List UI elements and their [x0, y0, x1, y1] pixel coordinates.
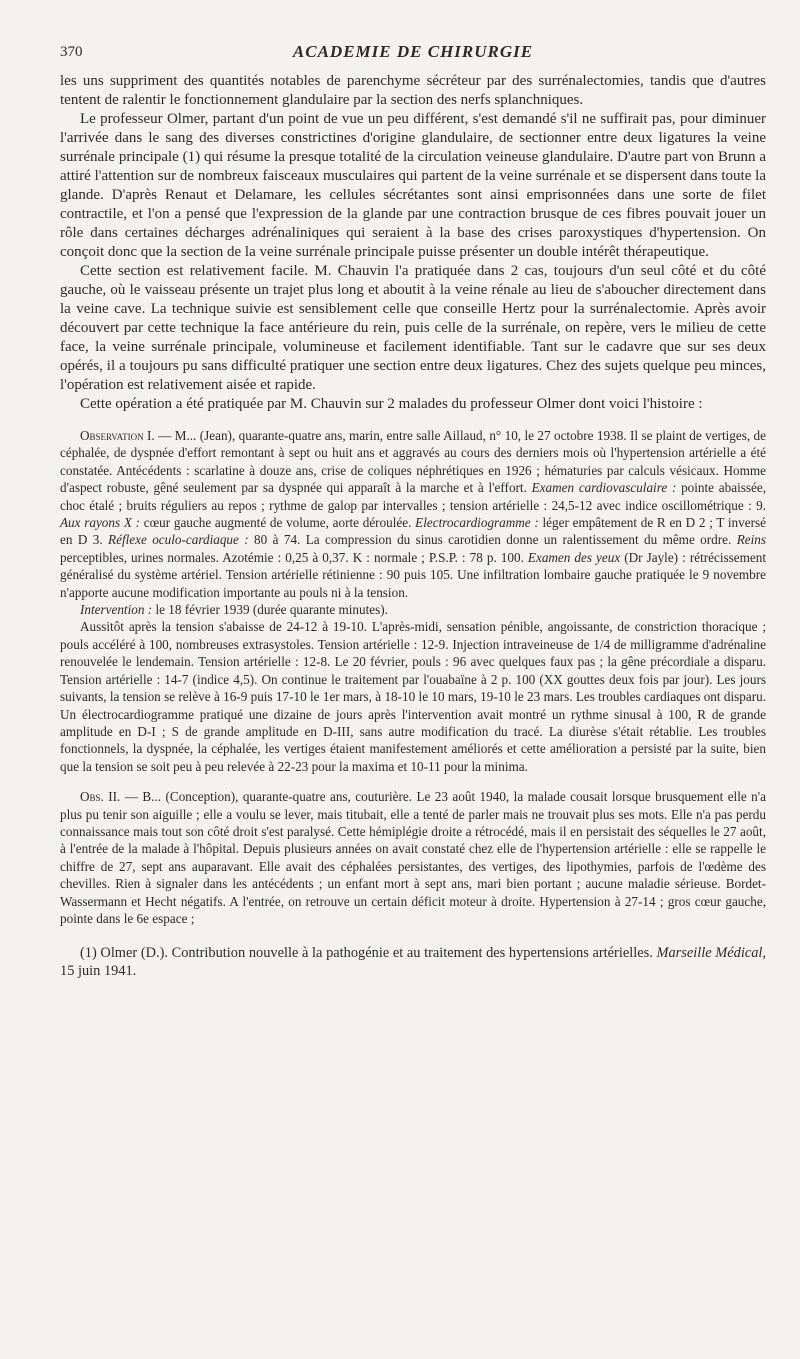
observation-1-paragraph: Observation I. — M... (Jean), quarante-quatre ans, marin, entre salle Aillaud, n° 10, le 27 octobre 1938. Il se plaint de vertiges, de céphalée, de dyspnée d'effort remontant à sept ou huit ans et aggravés au cours des derniers mois où l'hypertension artérielle a été constatée. Antécédents : scarlatine à douze ans, crise de coliques néphrétiques en 1926 ; hématuries par calculs vésicaux. Homme d'aspect robuste, gêné seulement par sa dyspnée qui apparaît à la marche et à l'effort. Examen cardiovasculaire : pointe abaissée, choc étalé ; bruits réguliers au repos ; rythme de galop par intervalles ; tension artérielle : 24,5-12 avec indice oscillométrique : 9. Aux rayons X : cœur gauche augmenté de volume, aorte déroulée. Electrocardiogramme : léger empâtement de R en D 2 ; T inversé en D 3. Réflexe oculo-cardiaque : 80 à 74. La compression du sinus carotidien donne un ralentissement du même ordre. Reins perceptibles, urines normales. Azotémie : 0,25 à 0,37. K : normale ; P.S.P. : 78 p. 100. Examen des yeux (Dr Jayle) : rétrécissement généralisé du système artériel. Tension artérielle rétinienne : 90 puis 105. Une infiltration lombaire gauche pratiquée le 9 novembre n'apporte aucune modification importante au pouls ni à la tension. [60, 428, 766, 600]
paragraph: Le professeur Olmer, partant d'un point de vue un peu différent, s'est demandé s'il ne suffirait pas, pour diminuer l'arrivée dans le sang des diverses constrictines d'origine glandulaire, de sectionner entre deux ligatures la veine surrénale principale (1) qui résume la presque totalité de la circulation veineuse glandulaire. D'autre part von Brunn a attiré l'attention sur de nombreux faisceaux musculaires qui partent de la veine surrénale et se dispersent dans toute la glande. D'après Renaut et Delamare, les cellules sécrétantes sont ainsi emprisonnées dans une sorte de filet contractile, et l'on a pensé que l'expression de la glande par une contraction brusque de ces fibres pouvait jouer un rôle dans certaines décharges adrénaliniques qui seraient à la base des crises paroxystiques d'hypertension. On conçoit donc que la section de la veine surrénale principale puisse présenter un double intérêt thérapeutique. [60, 111, 766, 260]
follow-up-paragraph: Aussitôt après la tension s'abaisse de 24-12 à 19-10. L'après-midi, sensation pénible, angoissante, de constriction thoracique ; pouls accéléré à 100, nombreuses extrasystoles. Tension artérielle : 12-9. Injection intraveineuse de 1/4 de milligramme d'adrénaline renouvelée le lendemain. Tension artérielle : 12-8. Le 20 février, pouls : 96 avec quelques faux pas ; la gêne précordiale a disparu. Tension artérielle : 14-7 (indice 4,5). On continue le traitement par l'ouabaïne à 2 p. 100 (XX gouttes deux fois par jour). Les jours suivants, la tension se relève à 16-9 puis 17-10 le 1er mars, à 18-10 le 10 mars, 19-10 le 23 mars. Les troubles cardiaques ont disparu. Un électrocardiogramme pratiqué une dizaine de jours après l'intervention avait montré un rythme sinusal à 100, R de grande amplitude en D-I ; S de grande amplitude en D-III, sans autre modification du tracé. La diurèse s'était rétablie. Les troubles fonctionnels, la dyspnée, la céphalée, les vertiges étaient manifestement améliorés et cette amélioration a persisté par la suite, bien que la tension se soit peu à peu relevée à 22-23 pour la maxima et 10-11 pour la minima. [60, 619, 766, 774]
paragraph: Cette section est relativement facile. M. Chauvin l'a pratiquée dans 2 cas, toujours d'un seul côté et du côté gauche, où le vaisseau présente un trajet plus long et aboutit à la veine rénale au lieu de s'aboucher directement dans la veine cave. La technique suivie est sensiblement celle que conseille Hertz pour la surrénalectomie. Après avoir découvert par cette technique la face antérieure du rein, puis celle de la surrénale, on repère, vers le milieu de cette face, la veine surrénale principale, volumineuse et facilement identifiable. Tant sur le cadavre que sur ses deux opérés, il a toujours pu sans difficulté pratiquer une section entre deux ligatures. Chez des sujets quelque peu minces, l'opération est relativement aisée et rapide. [60, 263, 766, 393]
observation-label: Observation I. [80, 428, 155, 443]
observation-1 [60, 427, 766, 775]
paragraph: les uns suppriment des quantités notables de parenchyme sécréteur par des surrénalectomies, tandis que d'autres tentent de ralentir le fonctionnement glandulaire par la section des nerfs splanchniques. [60, 73, 766, 108]
intervention-paragraph: Intervention : le 18 février 1939 (durée quarante minutes). [80, 602, 388, 618]
page-number: 370 [60, 44, 83, 60]
observation-2 [60, 788, 766, 927]
observation-label: Obs. II. [80, 789, 121, 805]
footnote: (1) Olmer (D.). Contribution nouvelle à la pathogénie et au traitement des hypertensions artérielles. Marseille Médical, 15 juin 1941. [60, 945, 767, 980]
observation-2-paragraph: Obs. II. — B... (Conception), quarante-quatre ans, couturière. Le 23 août 1940, la malade cousait lorsque brusquement elle n'a plus pu tenir son aiguille ; elle a voulu se lever, mais titubait, elle a tenté de parler mais ne trouvait plus ses mots. Elle n'a pas perdu connaissance mais tout son côté droit s'est paralysé. Cette hémiplégie droite a rétrocédé, mais il en persistait des séquelles le 27 août, à l'entrée de la malade à l'hôpital. Depuis plusieurs années on avait constaté chez elle de l'hypertension artérielle : elle se rappelle le chiffre de 27, sept ans auparavant. Elle avait des céphalées persistantes, des vertiges, des lipothymies, parfois de l'œdème des chevilles. Rien à signaler dans les antécédents ; un enfant mort à sept ans, mari bien portant ; aucune maladie sérieuse. Bordet-Wassermann et Hecht négatifs. A l'entrée, on retrouve un certain déficit moteur à droite. Hypertension à 27-14 ; gros cœur gauche, pointe dans le 6e espace ; [60, 789, 766, 926]
running-title: ACADEMIE DE CHIRURGIE [292, 42, 534, 61]
paragraph: Cette opération a été pratiquée par M. Chauvin sur 2 malades du professeur Olmer dont voici l'histoire : [80, 396, 703, 412]
page-header [60, 38, 766, 72]
main-text [60, 72, 766, 414]
